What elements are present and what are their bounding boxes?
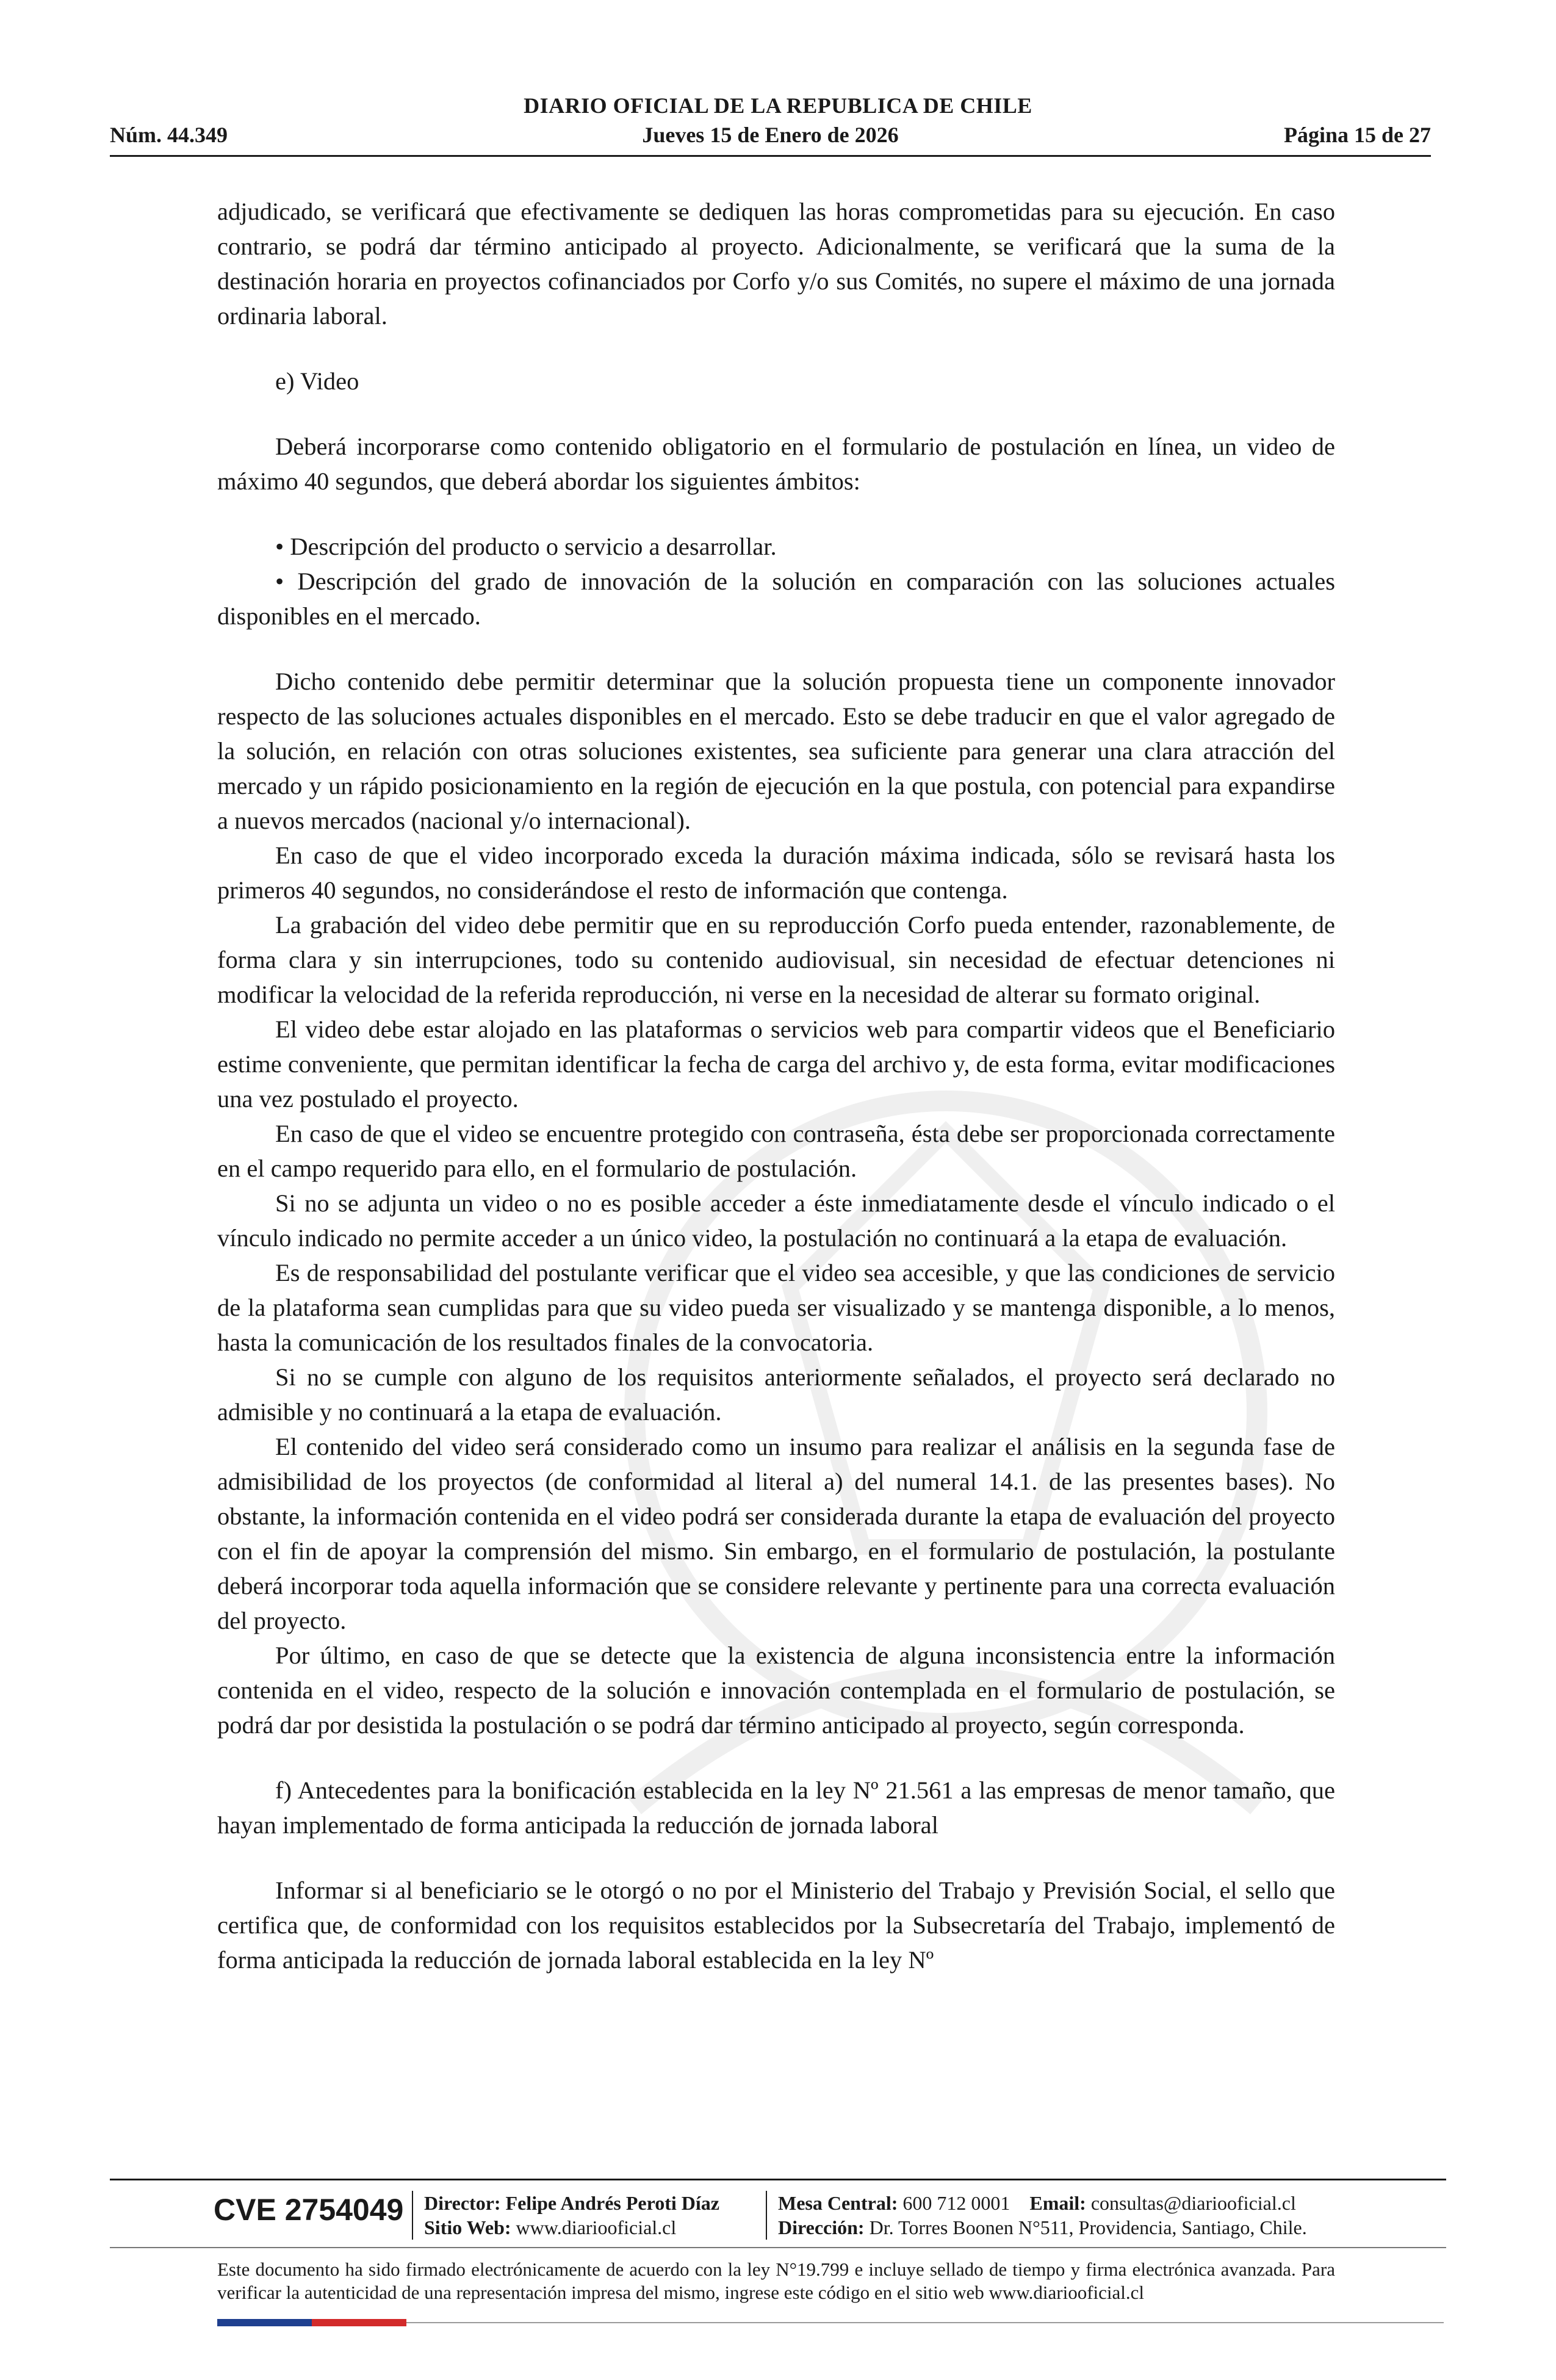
paragraph: Es de responsabilidad del postulante verificar que el video sea accesible, y que las condiciones de servicio de la plataforma sean cumplidas para que su video pueda ser visualizado y se mantenga disponible, a lo menos, hasta la comunicación de los resultados finales de la convocatoria.: [217, 1259, 1335, 1356]
bullet-item: • Descripción del producto o servicio a desarrollar.: [275, 533, 777, 560]
flag-stripe: [217, 2319, 406, 2326]
director-name: Felipe Andrés Peroti Díaz: [505, 2192, 719, 2214]
cve-code: CVE 2754049: [214, 2193, 404, 2227]
paragraph: El video debe estar alojado en las plataformas o servicios web para compartir videos que el Beneficiario estime conveniente, que permitan identificar la fecha de carga del archivo y, de esta forma, evitar modificaciones una vez postulado el proyecto.: [217, 1015, 1335, 1112]
bullet-item: • Descripción del grado de innovación de la solución en comparación con las soluciones actuales disponibles en el mercado.: [217, 568, 1335, 630]
section-heading-video: e) Video: [275, 367, 359, 395]
address-label: Dirección:: [778, 2216, 865, 2238]
header-row: [110, 122, 1431, 150]
section-heading-bonificacion: f) Antecedentes para la bonificación establecida en la ley Nº 21.561 a las empresas de menor tamaño, que hayan implementado de forma anticipada la reducción de jornada laboral: [217, 1776, 1335, 1839]
email-link[interactable]: consultas@diariooficial.cl: [1090, 2192, 1296, 2214]
paragraph: Deberá incorporarse como contenido obligatorio en el formulario de postulación en línea, un video de máximo 40 segundos, que deberá abordar los siguientes ámbitos:: [217, 433, 1335, 495]
paragraph: Si no se adjunta un video o no es posible acceder a éste inmediatamente desde el vínculo indicado o el vínculo indicado no permite acceder a un único video, la postulación no continuará a la etapa de evaluación.: [217, 1189, 1335, 1252]
footer-divider: [110, 2179, 1446, 2180]
footer-director-block: [424, 2191, 719, 2240]
paragraph: La grabación del video debe permitir que en su reproducción Corfo pueda entender, razonablemente, de forma clara y sin interrupciones, todo su contenido audiovisual, sin necesidad de efectuar detenciones ni modificar la velocidad de la referida reproducción, ni verse en la necesidad de alterar su formato original.: [217, 911, 1335, 1008]
footer-thin-divider: [110, 2247, 1446, 2248]
newspaper-title: DIARIO OFICIAL DE LA REPUBLICA DE CHILE: [524, 93, 1032, 118]
paragraph: En caso de que el video se encuentre protegido con contraseña, ésta debe ser proporcionada correctamente en el campo requerido para ello, en el formulario de postulación.: [217, 1120, 1335, 1182]
document-body: [217, 194, 1335, 1977]
paragraph: En caso de que el video incorporado exceda la duración máxima indicada, sólo se revisará hasta los primeros 40 segundos, no considerándose el resto de información que contenga.: [217, 842, 1335, 904]
footer-contact-block: [778, 2191, 1307, 2240]
address-value: Dr. Torres Boonen N°511, Providencia, Santiago, Chile.: [869, 2216, 1307, 2238]
director-label: Director:: [424, 2192, 501, 2214]
footer-separator: [412, 2191, 413, 2240]
flag-blue-segment: [217, 2319, 312, 2326]
paragraph: Informar si al beneficiario se le otorgó o no por el Ministerio del Trabajo y Previsión Social, el sello que certifica que, de conformidad con los requisitos establecidos por la Subsecretaría del Trabajo, implementó de forma anticipada la reducción de jornada laboral establecida en la ley Nº: [217, 1877, 1335, 1974]
mesa-label: Mesa Central:: [778, 2192, 898, 2214]
header-divider: [110, 155, 1431, 157]
issue-number: Núm. 44.349: [110, 123, 228, 147]
page-number: Página 15 de 27: [1283, 123, 1431, 147]
web-label: Sitio Web:: [424, 2216, 511, 2238]
issue-date: Jueves 15 de Enero de 2026: [642, 123, 899, 147]
mesa-phone: 600 712 0001: [902, 2192, 1010, 2214]
flag-red-segment: [312, 2319, 406, 2326]
footer-separator: [766, 2191, 767, 2240]
paragraph: Por último, en caso de que se detecte que la existencia de alguna inconsistencia entre la información contenida en el video, respecto de la solución e innovación contemplada en el formulario de postulación, se podrá dar por desistida la postulación o se podrá dar término anticipado al proyecto, según corresponda.: [217, 1642, 1335, 1739]
email-label: Email:: [1029, 2192, 1086, 2214]
signature-note: Este documento ha sido firmado electrónicamente de acuerdo con la ley N°19.799 e incluye sellado de tiempo y firma electrónica avanzada. Para verificar la autenticidad de una representación impresa del mismo, ingrese este código en el sitio web www.diariooficial.cl: [217, 2259, 1335, 2303]
paragraph: Si no se cumple con alguno de los requisitos anteriormente señalados, el proyecto será declarado no admisible y no continuará a la etapa de evaluación.: [217, 1363, 1335, 1426]
footer-bottom-line: [406, 2322, 1444, 2323]
paragraph: Dicho contenido debe permitir determinar que la solución propuesta tiene un componente innovador respecto de las soluciones actuales disponibles en el mercado. Esto se debe traducir en que el valor agregado de la solución, en relación con otras soluciones existentes, sea suficiente para generar una clara atracción del mercado y un rápido posicionamiento en la región de ejecución en la que postula, con potencial para expandirse a nuevos mercados (nacional y/o internacional).: [217, 668, 1335, 834]
paragraph: adjudicado, se verificará que efectivamente se dediquen las horas comprometidas para su ejecución. En caso contrario, se podrá dar término anticipado al proyecto. Adicionalmente, se verificará que la suma de la destinación horaria en proyectos cofinanciados por Corfo y/o sus Comités, no supere el máximo de una jornada ordinaria laboral.: [217, 198, 1335, 330]
paragraph: El contenido del video será considerado como un insumo para realizar el análisis en la segunda fase de admisibilidad de los proyectos (de conformidad al literal a) del numeral 14.1. de las presentes bases). No obstante, la información contenida en el video podrá ser considerada durante la etapa de evaluación del proyecto con el fin de apoyar la comprensión del mismo. Sin embargo, en el formulario de postulación, la postulante deberá incorporar toda aquella información que se considere relevante y pertinente para una correcta evaluación del proyecto.: [217, 1433, 1335, 1634]
web-link[interactable]: www.diariooficial.cl: [516, 2216, 677, 2238]
